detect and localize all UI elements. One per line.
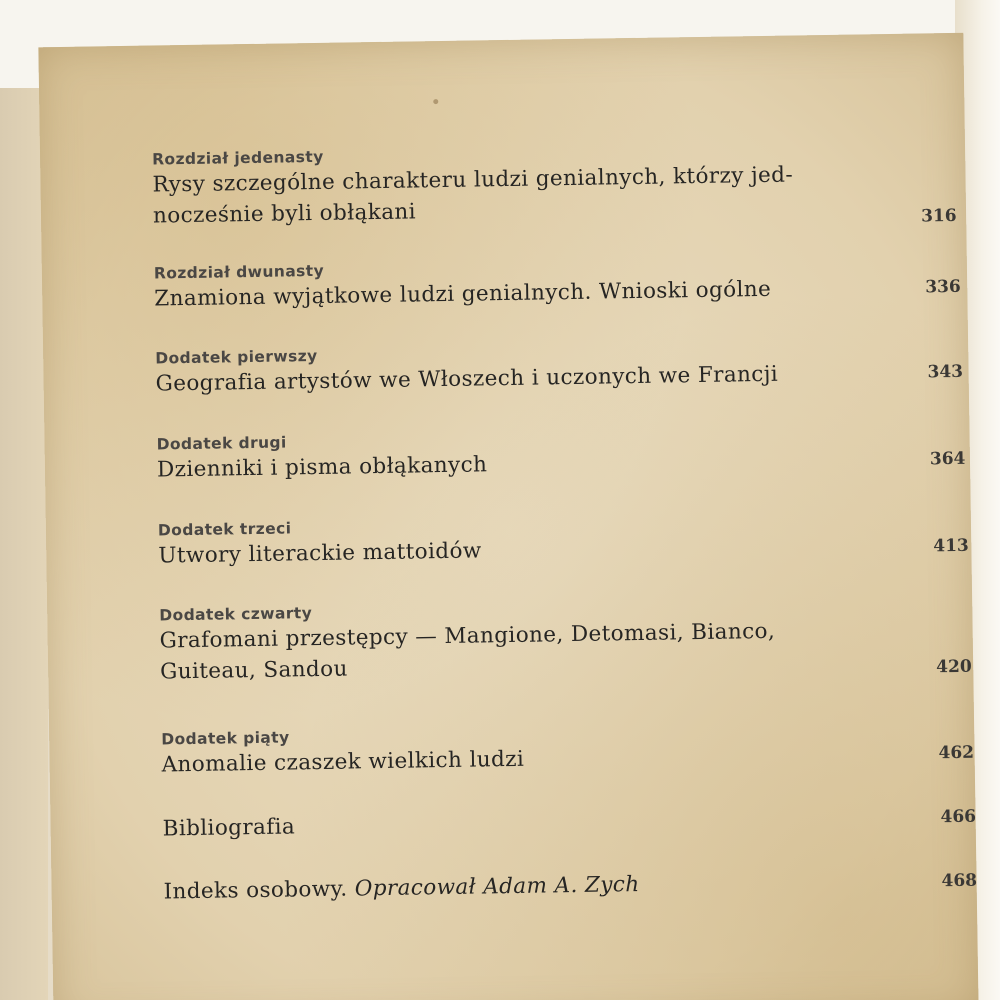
appendix-title-line: Anomalie czaszek wielkich ludzi: [161, 746, 525, 778]
toc-entry: [155, 336, 926, 399]
appendix-label: Dodatek drugi: [156, 433, 287, 454]
index-compiler: Opracował Adam A. Zych: [354, 871, 640, 902]
index-title: Indeks osobowy.: [163, 876, 348, 905]
bibliography-title: Bibliografia: [162, 814, 296, 842]
appendix-title-line: Geografia artystów we Włoszech i uczonych we Francji: [155, 361, 779, 397]
toc-entry: [161, 717, 932, 780]
toc-entry: [152, 137, 923, 231]
page-number: 420: [936, 656, 972, 678]
chapter-title-line: Rysy szczególne charakteru ludzi genialnych, którzy jed-: [152, 162, 794, 198]
page-number: 316: [920, 205, 957, 227]
page-number: 462: [938, 742, 975, 764]
toc-entry: [156, 422, 927, 485]
appendix-title-line: Dzienniki i pisma obłąkanych: [156, 452, 488, 483]
page-number: 343: [927, 361, 964, 383]
chapter-title-line: nocześnie byli obłąkani: [152, 199, 417, 229]
book-page: [38, 33, 978, 1000]
appendix-title-line: Guiteau, Sandou: [159, 656, 348, 685]
appendix-label: Dodatek pierwszy: [155, 346, 318, 368]
toc-entry-index: [163, 864, 933, 907]
toc-entry: [158, 508, 929, 571]
toc-entry: [154, 251, 925, 314]
toc-entry: [159, 593, 930, 687]
chapter-title-line: Znamiona wyjątkowe ludzi genialnych. Wnioski ogólne: [154, 276, 772, 312]
appendix-title-line: Grafomani przestępcy — Mangione, Detomasi, Bianco,: [159, 618, 776, 654]
page-number: 336: [925, 276, 961, 298]
chapter-label: Rozdział dwunasty: [153, 261, 325, 283]
appendix-title-line: Utwory literackie mattoidów: [158, 538, 482, 569]
appendix-label: Dodatek trzeci: [157, 519, 292, 540]
page-number: 364: [929, 448, 966, 470]
appendix-label: Dodatek piąty: [161, 728, 290, 749]
page-number: 466: [940, 806, 977, 828]
appendix-label: Dodatek czwarty: [159, 604, 313, 625]
page-number: 468: [941, 870, 978, 892]
chapter-label: Rozdział jedenasty: [151, 147, 324, 169]
toc-entry-bibliography: [162, 801, 932, 844]
page-number: 413: [933, 535, 969, 557]
table-of-contents: [38, 33, 978, 1000]
